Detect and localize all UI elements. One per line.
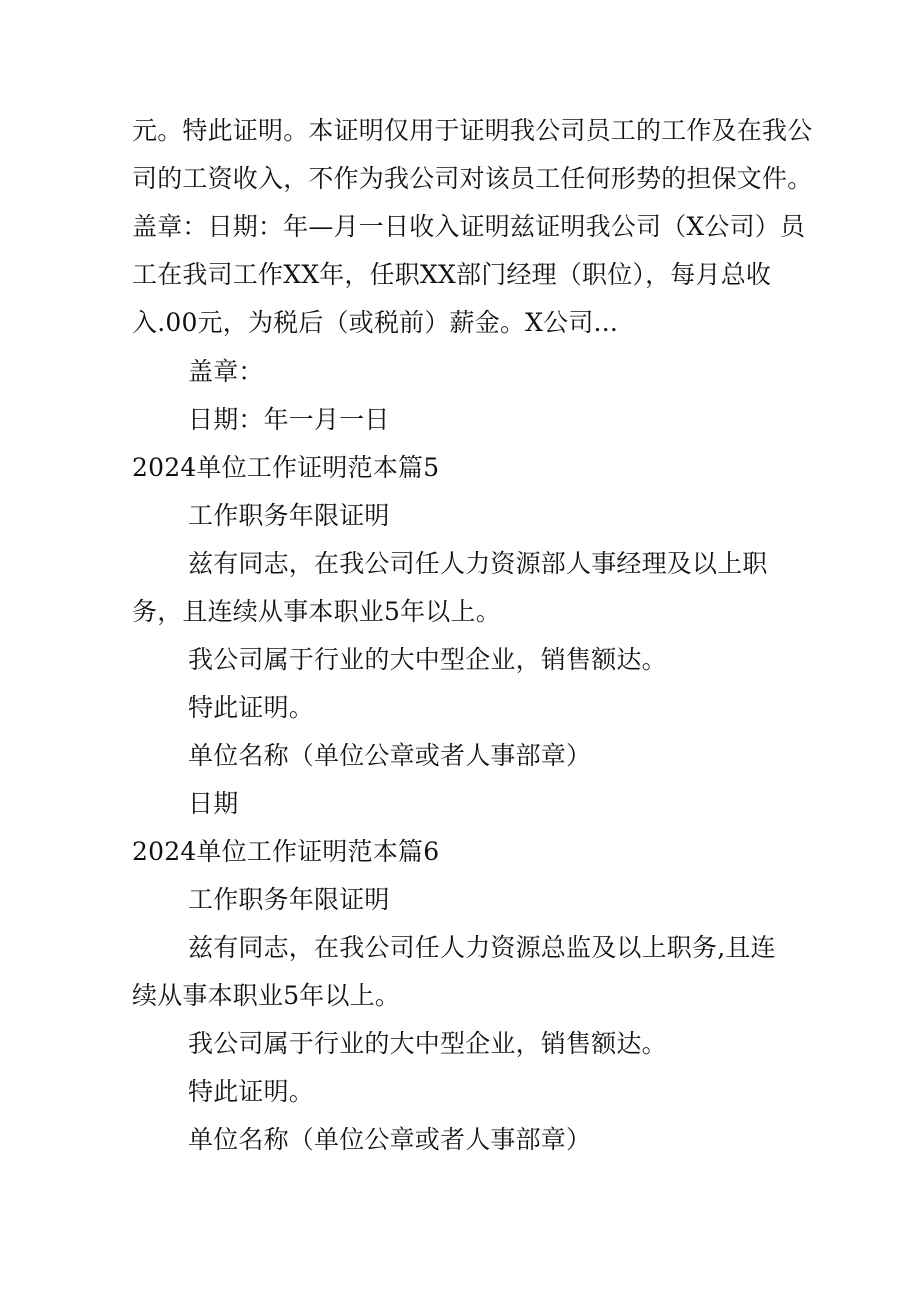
seal-line: 盖章：: [188, 357, 264, 386]
text-line: 工在我司工作XX年，任职XX部门经理（职位），每月总收: [132, 260, 772, 289]
text-line: 盖章：日期：年—月一日收入证明兹证明我公司（X公司）员: [132, 212, 806, 241]
section-heading-5: 2024单位工作证明范本篇5: [132, 453, 440, 482]
certificate-title: 工作职务年限证明: [188, 885, 390, 914]
text-line: 兹有同志，在我公司任人力资源总监及以上职务,且连: [188, 933, 776, 962]
text-line: 我公司属于行业的大中型企业，销售额达。: [188, 1029, 667, 1058]
certificate-title: 工作职务年限证明: [188, 501, 390, 530]
text-line: 特此证明。: [188, 693, 315, 722]
text-line: 务，且连续从事本职业5年以上。: [132, 597, 501, 626]
text-line: 特此证明。: [188, 1077, 315, 1106]
unit-name-line: 单位名称（单位公章或者人事部章）: [188, 1125, 592, 1154]
date-line: 日期: [188, 789, 239, 818]
text-line: 司的工资收入，不作为我公司对该员工任何形势的担保文件。: [132, 164, 813, 193]
date-line: 日期：年一月一日: [188, 405, 390, 434]
text-line: 元。特此证明。本证明仅用于证明我公司员工的工作及在我公: [132, 116, 813, 145]
section-heading-6: 2024单位工作证明范本篇6: [132, 837, 440, 866]
text-line: 我公司属于行业的大中型企业，销售额达。: [188, 645, 667, 674]
text-line: 续从事本职业5年以上。: [132, 981, 401, 1010]
unit-name-line: 单位名称（单位公章或者人事部章）: [188, 741, 592, 770]
text-line: 入.00元，为税后（或税前）薪金。X公司...: [132, 308, 618, 337]
text-line: 兹有同志，在我公司任人力资源部人事经理及以上职: [188, 549, 768, 578]
